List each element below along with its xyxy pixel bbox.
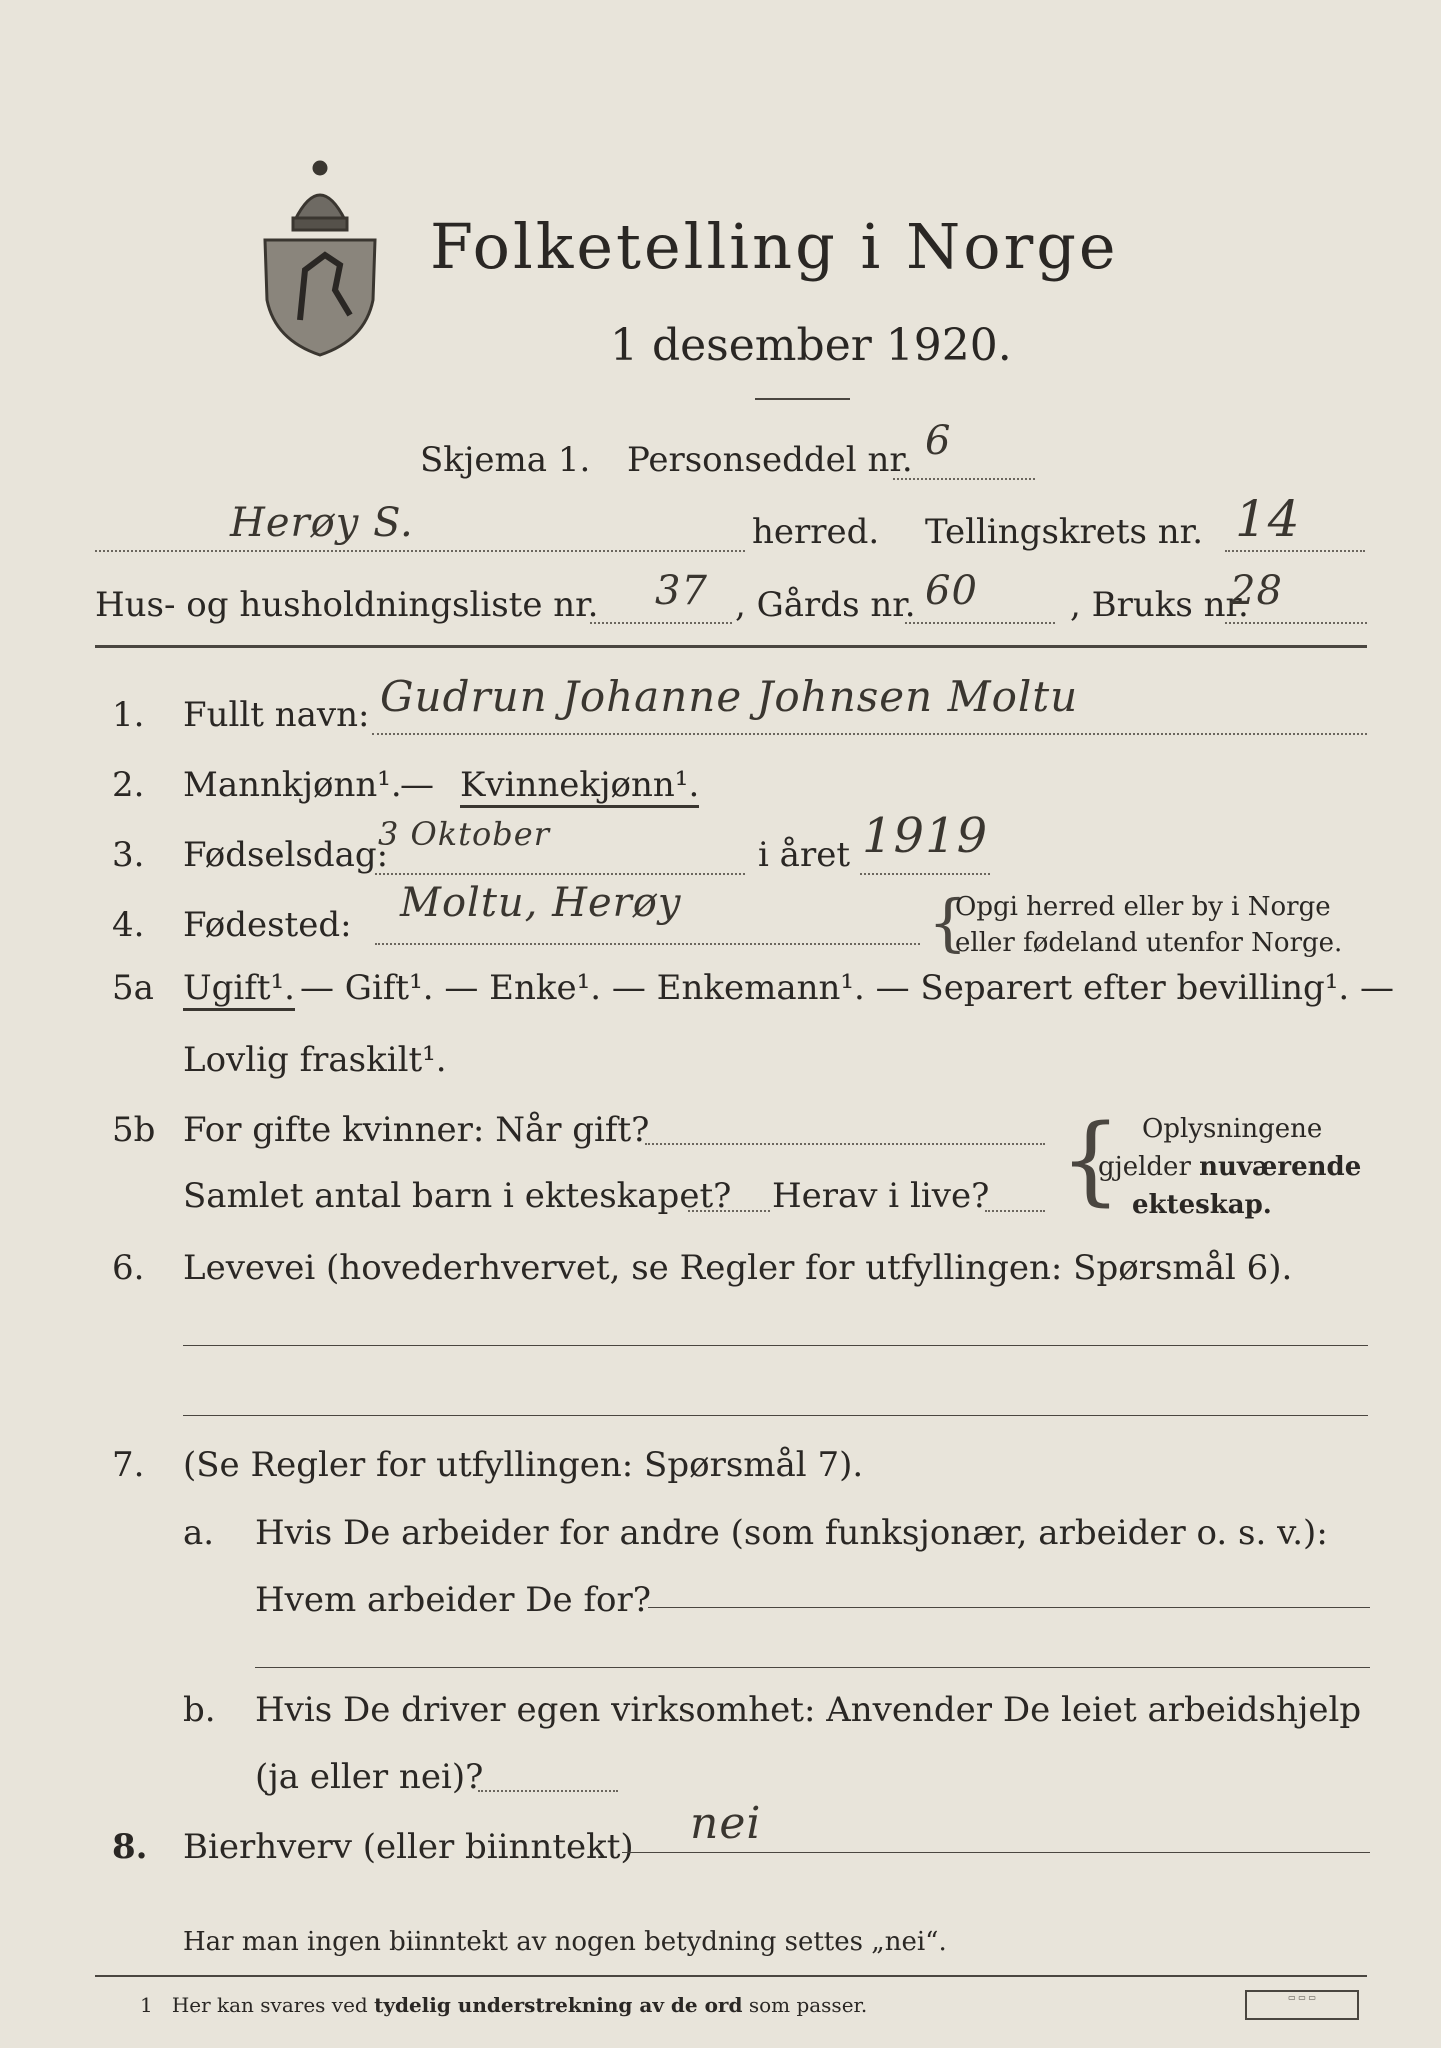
schema-label: Skjema 1. xyxy=(420,440,591,480)
q7a-label: Hvis De arbeider for andre (som funksjonær, arbeider o. s. v.): xyxy=(255,1513,1328,1553)
form-date: 1 desember 1920. xyxy=(610,320,1012,371)
printer-stamp: ▭ ▭ ▭ xyxy=(1245,1990,1359,2020)
fraskilt-option[interactable]: Lovlig fraskilt¹. xyxy=(183,1040,447,1080)
bierhverv-label: Bierhverv (eller biinntekt) xyxy=(183,1827,634,1867)
ja-nei-label: (ja eller nei)? xyxy=(255,1757,484,1797)
fodselsdag-value[interactable]: 3 Oktober xyxy=(378,815,550,853)
fodested-value[interactable]: Moltu, Herøy xyxy=(400,880,682,926)
tellingskrets-label: Tellingskrets nr. xyxy=(925,512,1204,552)
husholdningsliste-value[interactable]: 37 xyxy=(655,568,708,614)
mannkjonn-option[interactable]: Mannkjønn¹. xyxy=(183,765,402,805)
levevei-label: Levevei (hovederhvervet, se Regler for utfyllingen: Spørsmål 6). xyxy=(183,1248,1293,1288)
title-divider xyxy=(755,398,850,400)
tellingskrets-value[interactable]: 14 xyxy=(1235,490,1301,548)
personseddel-label: Personseddel nr. xyxy=(627,440,913,480)
q7-label: (Se Regler for utfyllingen: Spørsmål 7). xyxy=(183,1445,864,1485)
marriage-note-1: Oplysningene xyxy=(1142,1114,1323,1144)
marital-options[interactable]: — Gift¹. — Enke¹. — Enkemann¹. — Separert efter bevilling¹. — xyxy=(300,968,1395,1008)
q7b-label: Hvis De driver egen virksomhet: Anvender De leiet arbeidshjelp xyxy=(255,1690,1362,1730)
fodested-note-1: Opgi herred eller by i Norge xyxy=(955,892,1331,922)
hvem-label: Hvem arbeider De for? xyxy=(255,1580,651,1620)
fodested-note-2: eller fødeland utenfor Norge. xyxy=(955,928,1343,958)
census-form: Folketelling i Norge 1 desember 1920. Skjema 1. Personseddel nr. 6 Herøy S. herred. Tellingskrets nr. 14 Hus- og husholdningsliste nr. 37 , Gårds nr. 60 , Bruks nr. 28 1. Fullt navn: Gudrun Johanne Johnsen Moltu 2. Mannkjønn¹. — Kvinnekjønn¹. 3. Fødselsdag: 3 Oktober i året 1919 4. Fødested: Moltu, Herøy { Opgi herred eller by i Norge eller fødeland utenfor Norge. 5a Ugift¹. — Gift¹. — Enke¹. — Enkemann¹. — Separert efter bevilling¹. — Lovlig fraskilt¹. 5b For gifte kvinner: Når gift? Samlet antal barn i ekteskapet? Herav i live? { Oplysningene gjelder nuværende ekteskap. 6. Levevei (hovederhvervet, se Regler for utfyllingen: Spørsmål 6). 7. (Se Regler for utfyllingen: Spørsmål 7). a. Hvis De arbeider for andre (som funksjonær, arbeider o. s. v.): Hvem arbeider De for? b. Hvis De driver egen virksomhet: Anvender De leiet arbeidshjelp (ja eller nei)? 8. Bierhverv (eller biinntekt) nei Har man ingen biinntekt av nogen betydning settes „nei“. 1 Her kan svares ved tydelig understrekning av de ord som passer. ▭ ▭ ▭ xyxy=(0,0,1441,2048)
fodested-label: Fødested: xyxy=(183,905,352,945)
hvem-line[interactable] xyxy=(648,1607,1370,1608)
bierhverv-value[interactable]: nei xyxy=(690,1798,762,1849)
header-divider xyxy=(95,645,1367,648)
coat-of-arms-icon xyxy=(255,150,385,360)
herred-label: herred. xyxy=(752,512,880,552)
herred-value[interactable]: Herøy S. xyxy=(230,500,414,546)
marriage-note-3: ekteskap. xyxy=(1132,1190,1272,1220)
personseddel-value[interactable]: 6 xyxy=(925,418,952,464)
barn-label: Samlet antal barn i ekteskapet? xyxy=(183,1176,732,1216)
levevei-line-1[interactable] xyxy=(183,1345,1368,1346)
hvem-line-2[interactable] xyxy=(255,1667,1370,1668)
husholdningsliste-label: Hus- og husholdningsliste nr. xyxy=(95,585,599,625)
kvinnekjonn-option[interactable]: Kvinnekjønn¹. xyxy=(460,765,699,808)
footnote: 1 Her kan svares ved tydelig understrekning av de ord som passer. xyxy=(140,1993,868,2017)
nar-gift-label: For gifte kvinner: Når gift? xyxy=(183,1110,650,1150)
bruks-label: , Bruks nr. xyxy=(1070,585,1249,625)
i-aret-label: i året xyxy=(758,835,850,875)
i-aret-value[interactable]: 1919 xyxy=(862,808,989,864)
bierhverv-note: Har man ingen biinntekt av nogen betydning settes „nei“. xyxy=(183,1927,947,1957)
fullt-navn-label: Fullt navn: xyxy=(183,695,370,735)
fodselsdag-label: Fødselsdag: xyxy=(183,835,389,875)
herav-label: Herav i live? xyxy=(772,1176,990,1216)
gards-label: , Gårds nr. xyxy=(735,585,916,625)
gards-value[interactable]: 60 xyxy=(925,568,978,614)
bruks-value[interactable]: 28 xyxy=(1230,568,1283,614)
ugift-option[interactable]: Ugift¹. xyxy=(183,968,295,1011)
marriage-note-2: gjelder nuværende xyxy=(1098,1152,1362,1182)
fullt-navn-value[interactable]: Gudrun Johanne Johnsen Moltu xyxy=(380,672,1079,721)
levevei-line-2[interactable] xyxy=(183,1415,1368,1416)
form-title: Folketelling i Norge xyxy=(430,210,1119,283)
